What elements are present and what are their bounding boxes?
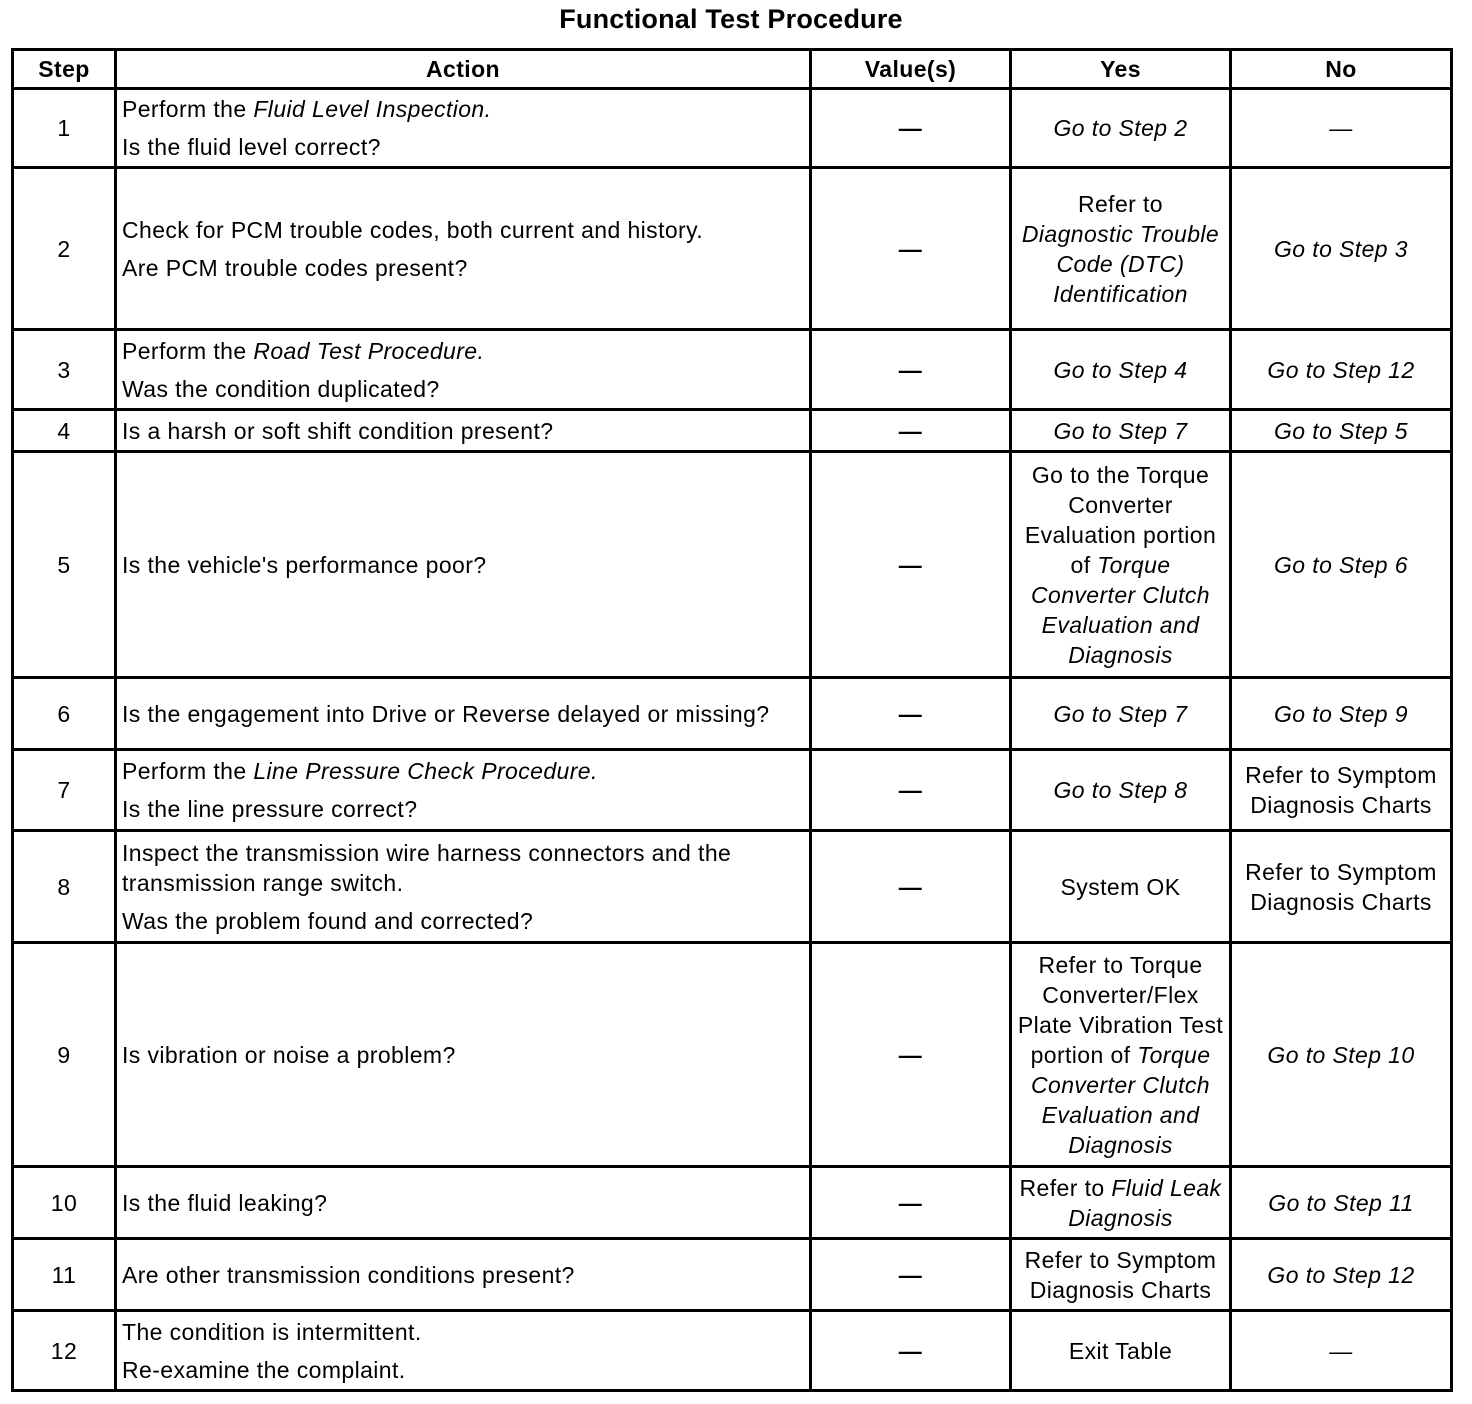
- yes-cell: [1011, 943, 1231, 1167]
- step-number: 8: [13, 831, 116, 943]
- action-text: The condition is intermittent.: [122, 1318, 422, 1345]
- procedure-reference: Torque Converter Clutch Evaluation and Diagnosis: [1031, 551, 1210, 668]
- action-question: Is a harsh or soft shift condition present?: [122, 417, 554, 444]
- yes-text: Refer to Torque Converter/Flex Plate Vibration Test portion of: [1017, 951, 1224, 1068]
- value-cell: —: [811, 330, 1011, 410]
- step-number: 2: [13, 168, 116, 330]
- action-cell: [116, 89, 811, 168]
- yes-cell: [1011, 168, 1231, 330]
- value-cell: —: [811, 1239, 1011, 1311]
- column-header-no: No: [1231, 50, 1452, 89]
- table-row: [13, 831, 1452, 943]
- no-cell: Go to Step 6: [1231, 452, 1452, 678]
- table-row: [13, 1167, 1452, 1239]
- column-header-action: Action: [116, 50, 811, 89]
- value-cell: —: [811, 410, 1011, 452]
- action-text: Perform the: [122, 337, 254, 364]
- table-row: [13, 330, 1452, 410]
- no-cell: Go to Step 3: [1231, 168, 1452, 330]
- no-cell: Go to Step 11: [1231, 1167, 1452, 1239]
- yes-cell: [1011, 452, 1231, 678]
- action-question: Is the engagement into Drive or Reverse delayed or missing?: [122, 700, 770, 727]
- header-row: [13, 50, 1452, 89]
- action-cell: [116, 1167, 811, 1239]
- value-cell: —: [811, 1167, 1011, 1239]
- yes-cell: System OK: [1011, 831, 1231, 943]
- action-question: Are other transmission conditions present?: [122, 1261, 575, 1288]
- action-question: Is the fluid level correct?: [122, 134, 381, 160]
- step-number: 10: [13, 1167, 116, 1239]
- action-cell: [116, 943, 811, 1167]
- action-question: Is vibration or noise a problem?: [122, 1041, 456, 1068]
- page-title: Functional Test Procedure: [559, 4, 903, 34]
- table-row: [13, 943, 1452, 1167]
- action-cell: [116, 410, 811, 452]
- no-cell: Refer to Symptom Diagnosis Charts: [1231, 750, 1452, 831]
- yes-cell: Refer to Symptom Diagnosis Charts: [1011, 1239, 1231, 1311]
- table-row: [13, 750, 1452, 831]
- step-number: 6: [13, 678, 116, 750]
- no-cell: —: [1231, 1311, 1452, 1391]
- table-row: [13, 1239, 1452, 1311]
- action-cell: [116, 330, 811, 410]
- no-cell: Refer to Symptom Diagnosis Charts: [1231, 831, 1452, 943]
- procedure-reference: Fluid Leak Diagnosis: [1068, 1174, 1222, 1231]
- value-cell: —: [811, 678, 1011, 750]
- column-header-yes: Yes: [1011, 50, 1231, 89]
- procedure-reference: Line Pressure Check Procedure.: [253, 758, 598, 784]
- step-number: 1: [13, 89, 116, 168]
- column-header-step: Step: [13, 50, 116, 89]
- action-question: Is the fluid leaking?: [122, 1189, 328, 1216]
- no-cell: Go to Step 9: [1231, 678, 1452, 750]
- step-number: 12: [13, 1311, 116, 1391]
- action-text: Perform the: [122, 96, 254, 122]
- action-cell: [116, 1311, 811, 1391]
- step-number: 4: [13, 410, 116, 452]
- procedure-reference: Fluid Level Inspection.: [253, 96, 492, 122]
- yes-cell: Exit Table: [1011, 1311, 1231, 1391]
- action-question: Are PCM trouble codes present?: [122, 254, 468, 281]
- no-cell: Go to Step 12: [1231, 330, 1452, 410]
- value-cell: —: [811, 750, 1011, 831]
- procedure-reference: Road Test Procedure.: [253, 337, 485, 364]
- action-question: Was the problem found and corrected?: [122, 907, 534, 934]
- procedure-reference: Torque Converter Clutch Evaluation and Diagnosis: [1031, 1041, 1211, 1158]
- yes-cell: Go to Step 7: [1011, 678, 1231, 750]
- yes-cell: [1011, 1167, 1231, 1239]
- table-row: [13, 1311, 1452, 1391]
- yes-text: Go to the Torque Converter Evaluation portion of: [1024, 461, 1217, 578]
- action-cell: [116, 168, 811, 330]
- step-number: 7: [13, 750, 116, 831]
- value-cell: —: [811, 1311, 1011, 1391]
- yes-text: Refer to: [1019, 1174, 1105, 1201]
- table-row: [13, 89, 1452, 168]
- table-row: [13, 410, 1452, 452]
- action-cell: [116, 750, 811, 831]
- step-number: 11: [13, 1239, 116, 1311]
- action-question: Was the condition duplicated?: [122, 375, 440, 402]
- action-text: Perform the: [122, 758, 254, 784]
- yes-cell: Go to Step 2: [1011, 89, 1231, 168]
- action-text: Inspect the transmission wire harness connectors and the transmission range switch.: [122, 839, 732, 896]
- column-header-values: Value(s): [811, 50, 1011, 89]
- no-cell: —: [1231, 89, 1452, 168]
- no-cell: Go to Step 12: [1231, 1239, 1452, 1311]
- yes-text: Refer to: [1077, 190, 1163, 217]
- step-number: 5: [13, 452, 116, 678]
- action-cell: [116, 831, 811, 943]
- action-question: Is the line pressure correct?: [122, 796, 418, 822]
- functional-test-table: [11, 48, 1453, 1392]
- value-cell: —: [811, 168, 1011, 330]
- yes-cell: Go to Step 8: [1011, 750, 1231, 831]
- no-cell: Go to Step 5: [1231, 410, 1452, 452]
- value-cell: —: [811, 89, 1011, 168]
- step-number: 9: [13, 943, 116, 1167]
- action-cell: [116, 452, 811, 678]
- action-cell: [116, 678, 811, 750]
- action-question: Is the vehicle's performance poor?: [122, 551, 487, 578]
- action-cell: [116, 1239, 811, 1311]
- action-question: Re-examine the complaint.: [122, 1356, 406, 1383]
- table-row: [13, 168, 1452, 330]
- table-row: [13, 452, 1452, 678]
- table-row: [13, 678, 1452, 750]
- no-cell: Go to Step 10: [1231, 943, 1452, 1167]
- procedure-reference: Diagnostic Trouble Code (DTC) Identification: [1021, 220, 1220, 307]
- yes-cell: Go to Step 4: [1011, 330, 1231, 410]
- value-cell: —: [811, 943, 1011, 1167]
- value-cell: —: [811, 831, 1011, 943]
- yes-cell: Go to Step 7: [1011, 410, 1231, 452]
- value-cell: —: [811, 452, 1011, 678]
- action-text: Check for PCM trouble codes, both current and history.: [122, 216, 704, 243]
- step-number: 3: [13, 330, 116, 410]
